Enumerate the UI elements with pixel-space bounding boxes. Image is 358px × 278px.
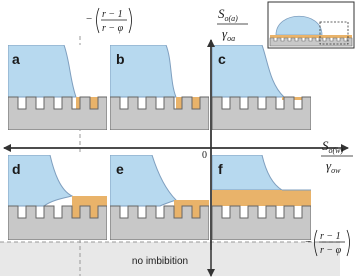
x-axis-label: [321, 138, 353, 175]
threshold-label-top: [86, 8, 132, 34]
svg-text:So(w): $S_{o(w)}$: [322, 138, 344, 155]
panel-label-f: f: [218, 161, 223, 177]
imbibed-film: [212, 190, 311, 206]
panel-b: [110, 45, 209, 130]
inset-film: [270, 35, 352, 38]
panel-label-c: c: [218, 51, 226, 67]
origin-label: 0: [202, 150, 207, 161]
svg-text:−: −: [305, 236, 312, 248]
svg-text:γow: $\gamma_{ow}$: [326, 158, 341, 175]
panel-d: [8, 155, 107, 240]
inset-overview: [268, 2, 354, 48]
y-axis-label: [217, 6, 248, 43]
svg-text:−: −: [86, 13, 93, 25]
svg-text:r − φ: r − φ: [320, 245, 342, 256]
panel-c: [212, 45, 311, 130]
svg-text:γoa: $\gamma_{oa}$: [222, 26, 236, 43]
svg-text:r − 1: r − 1: [102, 9, 123, 20]
svg-text:So(a): $S_{o(a)}$: [218, 6, 238, 23]
panel-f: [212, 155, 311, 240]
svg-text:r − φ: r − φ: [102, 23, 124, 34]
panel-label-a: a: [12, 51, 20, 67]
panel-a: [8, 45, 107, 130]
panel-e: [110, 155, 209, 240]
panel-label-e: e: [116, 161, 124, 177]
panel-label-d: d: [12, 161, 21, 177]
panel-label-b: b: [116, 51, 125, 67]
svg-text:r − 1: r − 1: [320, 231, 341, 242]
no-imbibition-label: no imbibition: [131, 256, 189, 267]
